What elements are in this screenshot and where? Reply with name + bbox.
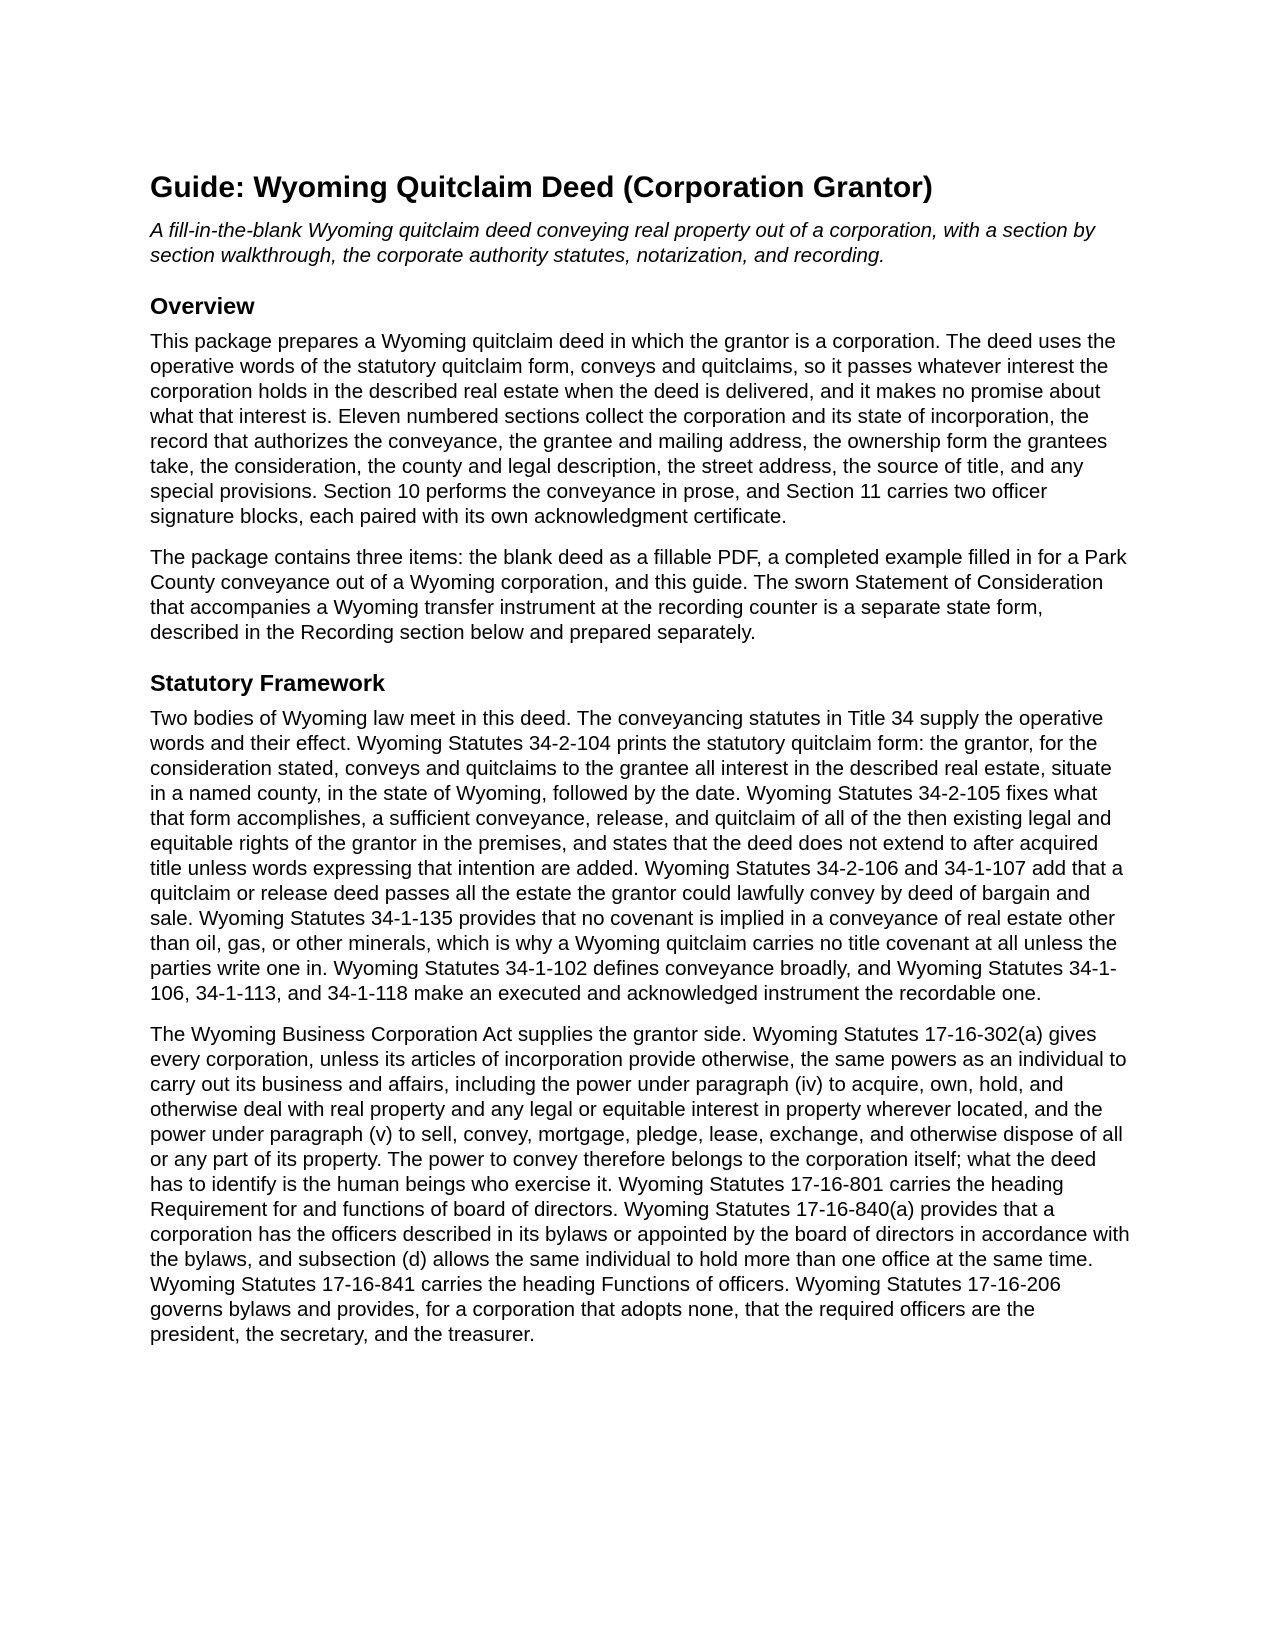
section-heading: Overview (150, 293, 255, 319)
section-statutory-framework (150, 669, 1130, 1347)
document-page (150, 170, 1130, 1363)
paragraph: This package prepares a Wyoming quitclaim deed in which the grantor is a corporation. The deed uses the operative words of the statutory quitclaim form, conveys and quitclaims, so it passes whatever interest the corporation holds in the described real estate when the deed is delivered, and it makes no promise about what that interest is. Eleven numbered sections collect the corporation and its state of incorporation, the record that authorizes the conveyance, the grantee and mailing address, the ownership form the grantees take, the consideration, the county and legal description, the street address, the source of title, and any special provisions. Section 10 performs the conveyance in prose, and Section 11 carries two officer signature blocks, each paired with its own acknowledgment certificate. (150, 330, 1116, 528)
paragraph: The package contains three items: the blank deed as a fillable PDF, a completed example filled in for a Park County conveyance out of a Wyoming corporation, and this guide. The sworn Statement of Consideration that accompanies a Wyoming transfer instrument at the recording counter is a separate state form, described in the Recording section below and prepared separately. (150, 546, 1127, 644)
document-title: Guide: Wyoming Quitclaim Deed (Corporation Grantor) (150, 171, 933, 204)
paragraph: Two bodies of Wyoming law meet in this deed. The conveyancing statutes in Title 34 supply the operative words and their effect. Wyoming Statutes 34-2-104 prints the statutory quitclaim form: the grantor, for the consideration stated, conveys and quitclaims to the grantee all interest in the described real estate, situate in a named county, in the state of Wyoming, followed by the date. Wyoming Statutes 34-2-105 fixes what that form accomplishes, a sufficient conveyance, release, and quitclaim of all of the then existing legal and equitable rights of the grantor in the premises, and states that the deed does not extend to after acquired title unless words expressing that intention are added. Wyoming Statutes 34-2-106 and 34-1-107 add that a quitclaim or release deed passes all the estate the grantor could lawfully convey by deed of bargain and sale. Wyoming Statutes 34-1-135 provides that no covenant is implied in a conveyance of real estate other than oil, gas, or other minerals, which is why a Wyoming quitclaim carries no title covenant at all unless the parties write one in. Wyoming Statutes 34-1-102 defines conveyance broadly, and Wyoming Statutes 34-1-106, 34-1-113, and 34-1-118 make an executed and acknowledged instrument the recordable one. (150, 707, 1124, 1005)
document-subtitle: A fill-in-the-blank Wyoming quitclaim deed conveying real property out of a corporation, with a section by section walkthrough, the corporate authority statutes, notarization, and recording. (150, 219, 1095, 267)
paragraph: The Wyoming Business Corporation Act supplies the grantor side. Wyoming Statutes 17-16-302(a) gives every corporation, unless its articles of incorporation provide otherwise, the same powers as an individual to carry out its business and affairs, including the power under paragraph (iv) to acquire, own, hold, and otherwise deal with real property and any legal or equitable interest in property wherever located, and the power under paragraph (v) to sell, convey, mortgage, pledge, lease, exchange, and otherwise dispose of all or any part of its property. The power to convey therefore belongs to the corporation itself; what the deed has to identify is the human beings who exercise it. Wyoming Statutes 17-16-801 carries the heading Requirement for and functions of board of directors. Wyoming Statutes 17-16-840(a) provides that a corporation has the officers described in its bylaws or appointed by the board of directors in accordance with the bylaws, and subsection (d) allows the same individual to hold more than one office at the same time. Wyoming Statutes 17-16-841 carries the heading Functions of officers. Wyoming Statutes 17-16-206 governs bylaws and provides, for a corporation that adopts none, that the required officers are the president, the secretary, and the treasurer. (150, 1023, 1130, 1346)
section-overview (150, 292, 1130, 645)
section-heading: Statutory Framework (150, 670, 386, 696)
